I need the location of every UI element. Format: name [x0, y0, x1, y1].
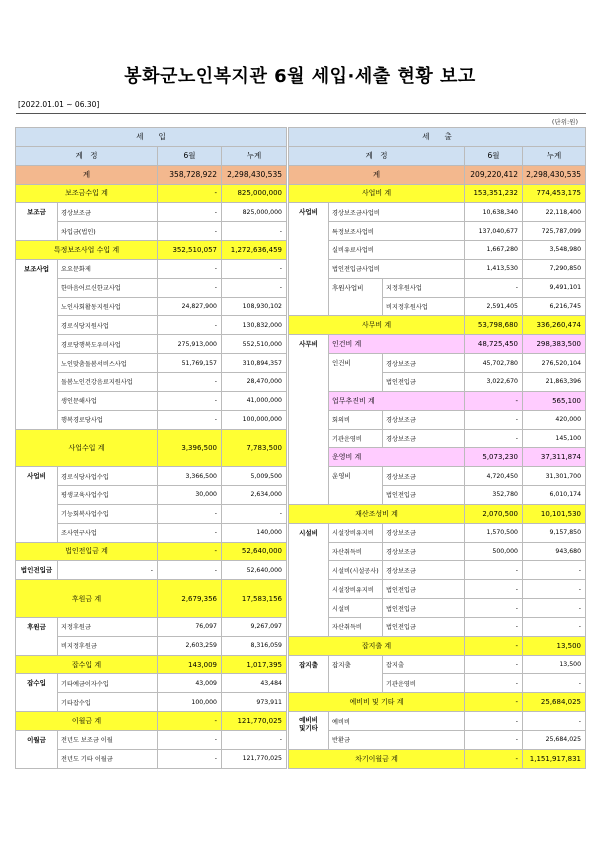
table-row	[289, 655, 586, 674]
cell-cum: 10,101,530	[523, 504, 586, 523]
cell-item: 차입금(법인)	[58, 222, 158, 241]
cell-month: 3,396,500	[158, 429, 222, 467]
expense-table	[288, 127, 586, 769]
cell-cum: 41,000,000	[222, 391, 287, 410]
cell-item: 전년도 보조금 이월	[58, 731, 158, 750]
cell-month: -	[158, 410, 222, 429]
cell-cum: 310,894,357	[222, 354, 287, 373]
cell-month: 43,009	[158, 674, 222, 693]
cell-month: 2,070,500	[465, 504, 523, 523]
cell-cum: 6,216,745	[523, 297, 586, 316]
table-row	[289, 749, 586, 768]
cell-month: -	[158, 278, 222, 297]
cell-item: 노인맞춤돌봄서비스사업	[58, 354, 158, 373]
cell-cum: -	[523, 561, 586, 580]
cell-cum: -	[523, 580, 586, 599]
cell-cum: 121,770,025	[222, 712, 287, 731]
cell-month: 5,073,230	[465, 448, 523, 467]
cell-cum: 2,634,000	[222, 486, 287, 505]
cell-month: -	[465, 429, 523, 448]
cell-month: 3,366,500	[158, 467, 222, 486]
cell-month: 3,022,670	[465, 372, 523, 391]
cell-sub: 기관운영비	[329, 429, 383, 448]
table-row	[289, 542, 586, 561]
table-row	[16, 184, 287, 203]
cell-cum: 121,770,025	[222, 749, 287, 768]
subtotal-label: 차기이월금 계	[289, 749, 465, 768]
table-row	[16, 617, 287, 636]
table-row	[289, 259, 586, 278]
cell-sub: 인건비	[329, 354, 383, 392]
cell-cum: 7,783,500	[222, 429, 287, 467]
cell-cum: 100,000,000	[222, 410, 287, 429]
cell-item: 비지정후원사업	[383, 297, 465, 316]
cell-item: -	[58, 561, 158, 580]
table-row	[16, 731, 287, 750]
table-row	[289, 203, 586, 222]
table-row	[289, 693, 586, 712]
cell-month: -	[158, 184, 222, 203]
cell-sub: 반환금	[329, 731, 465, 750]
cell-item: 법인전입금	[383, 617, 465, 636]
cell-cum: 21,863,396	[523, 372, 586, 391]
cell-sub: 법인전입금사업비	[329, 259, 465, 278]
subtotal-label: 사업비 계	[289, 184, 465, 203]
report-period: [2022.01.01 ~ 06.30]	[18, 100, 100, 109]
cell-month: 45,702,780	[465, 354, 523, 373]
category-cell: 법인전입금	[16, 561, 58, 580]
cell-sub: 자산취득비	[329, 617, 383, 636]
cell-sub: 실비유료사업비	[329, 241, 465, 260]
expense-header: 세 출	[289, 128, 586, 147]
cell-cum: 1,151,917,831	[523, 749, 586, 768]
cell-month: -	[465, 599, 523, 618]
cell-item: 경상보조금	[383, 410, 465, 429]
income-total-cum: 2,298,430,535	[222, 165, 287, 184]
cell-month: -	[158, 749, 222, 768]
cell-cum: 28,470,000	[222, 372, 287, 391]
category-cell: 사무비	[289, 335, 329, 505]
subtotal-label: 사업수입 계	[16, 429, 158, 467]
cell-sub: 후원사업비	[329, 278, 383, 316]
table-row	[289, 636, 586, 655]
cell-item: 비지정후원금	[58, 636, 158, 655]
expense-total-cum: 2,298,430,535	[523, 165, 586, 184]
cell-month: -	[465, 391, 523, 410]
table-row	[289, 617, 586, 636]
cell-item: 전년도 기타 이월금	[58, 749, 158, 768]
category-cell: 보조금	[16, 203, 58, 241]
cell-item: 돌봄노인건강음료지원사업	[58, 372, 158, 391]
table-row	[289, 222, 586, 241]
cell-cum: 145,100	[523, 429, 586, 448]
cell-cum: 108,930,102	[222, 297, 287, 316]
cell-month: -	[158, 391, 222, 410]
table-row	[16, 241, 287, 260]
cell-sub: 회의비	[329, 410, 383, 429]
table-row	[289, 561, 586, 580]
cell-cum: 140,000	[222, 523, 287, 542]
cell-month: -	[465, 278, 523, 297]
cell-cum: 13,500	[523, 655, 586, 674]
cell-sub: 특정보조사업비	[329, 222, 465, 241]
cell-month: 53,798,680	[465, 316, 523, 335]
cell-month: 137,040,677	[465, 222, 523, 241]
cell-item: 경상보조금	[58, 203, 158, 222]
cell-month: -	[465, 561, 523, 580]
cell-cum: 7,290,850	[523, 259, 586, 278]
cell-month: -	[465, 731, 523, 750]
cell-item: 경로당행복도우미사업	[58, 335, 158, 354]
cell-sub: 잡지출	[329, 655, 383, 693]
cell-month: -	[465, 580, 523, 599]
cell-month: -	[158, 561, 222, 580]
cell-item: 요요문화제	[58, 259, 158, 278]
category-cell: 시설비	[289, 523, 329, 636]
cell-month: -	[465, 636, 523, 655]
cell-item: 경로식당지원사업	[58, 316, 158, 335]
table-row	[16, 561, 287, 580]
income-col-month: 6월	[158, 146, 222, 165]
table-row	[16, 580, 287, 618]
cell-cum: -	[222, 278, 287, 297]
income-col-cum: 누계	[222, 146, 287, 165]
cell-month: -	[158, 259, 222, 278]
page-title: 봉화군노인복지관 6월 세입·세출 현황 보고	[124, 66, 476, 87]
cell-cum: 13,500	[523, 636, 586, 655]
cell-item: 법인전입금	[383, 599, 465, 618]
cell-cum: 8,316,059	[222, 636, 287, 655]
cell-month: -	[465, 617, 523, 636]
cell-item: 조사연구사업	[58, 523, 158, 542]
cell-month: 275,913,000	[158, 335, 222, 354]
cell-cum: 552,510,000	[222, 335, 287, 354]
cell-cum: -	[222, 504, 287, 523]
table-row	[289, 316, 586, 335]
cell-cum: -	[222, 259, 287, 278]
cell-cum: 25,684,025	[523, 693, 586, 712]
cell-cum: 17,583,156	[222, 580, 287, 618]
cell-cum: 52,640,000	[222, 561, 287, 580]
cell-item: 기타예금이자수입	[58, 674, 158, 693]
cell-item: 경상보조금	[383, 542, 465, 561]
table-row	[16, 429, 287, 467]
table-row	[289, 354, 586, 373]
cell-month: 4,720,450	[465, 467, 523, 486]
table-row	[289, 429, 586, 448]
cell-cum: 31,301,700	[523, 467, 586, 486]
cell-month: -	[465, 674, 523, 693]
category-cell: 사업비	[16, 467, 58, 542]
income-total-month: 358,728,922	[158, 165, 222, 184]
subtotal-label: 이월금 계	[16, 712, 158, 731]
cell-item: 노인사회활동지원사업	[58, 297, 158, 316]
table-row	[289, 467, 586, 486]
cell-item: 지정후원금	[58, 617, 158, 636]
table-row	[289, 391, 586, 410]
cell-month: 2,603,259	[158, 636, 222, 655]
cell-cum: 276,520,104	[523, 354, 586, 373]
table-row	[289, 580, 586, 599]
cell-month: -	[158, 712, 222, 731]
category-cell: 잡지출	[289, 655, 329, 693]
cell-month: -	[465, 749, 523, 768]
cell-month: -	[158, 316, 222, 335]
subtotal-label: 법인전입금 계	[16, 542, 158, 561]
table-row	[16, 542, 287, 561]
cell-month: 2,679,356	[158, 580, 222, 618]
cell-month: 24,827,900	[158, 297, 222, 316]
cell-sub: 시설장비유지비	[329, 580, 383, 599]
income-col-account: 계 정	[16, 146, 158, 165]
cell-month: -	[158, 523, 222, 542]
table-row	[289, 523, 586, 542]
cell-item: 한마음어르신한교사업	[58, 278, 158, 297]
cell-month: -	[158, 203, 222, 222]
cell-month: 1,667,280	[465, 241, 523, 260]
cell-cum: 22,118,400	[523, 203, 586, 222]
cell-month: 10,638,340	[465, 203, 523, 222]
cell-sub: 운영비	[329, 467, 383, 505]
cell-cum: 825,000,000	[222, 203, 287, 222]
cell-sub: 자산취득비	[329, 542, 383, 561]
cell-item: 경상보조금	[383, 467, 465, 486]
table-row	[289, 241, 586, 260]
cell-item: 법인전입금	[383, 486, 465, 505]
table-row	[16, 203, 287, 222]
cell-item: 기관운영비	[383, 674, 465, 693]
cell-item: 경상보조금	[383, 561, 465, 580]
cell-month: 76,097	[158, 617, 222, 636]
cell-cum: 420,000	[523, 410, 586, 429]
cell-month: -	[465, 693, 523, 712]
cell-cum: 3,548,980	[523, 241, 586, 260]
cell-month: -	[158, 504, 222, 523]
cell-sub: 경상보조금사업비	[329, 203, 465, 222]
expense-col-month: 6월	[465, 146, 523, 165]
cell-cum: 37,311,874	[523, 448, 586, 467]
table-row	[289, 184, 586, 203]
cell-month: 1,413,530	[465, 259, 523, 278]
table-row	[289, 278, 586, 297]
cell-month: -	[465, 712, 523, 731]
subtotal-label: 특정보조사업 수입 계	[16, 241, 158, 260]
subtotal-label: 보조금수입 계	[16, 184, 158, 203]
cell-item: 경상보조금	[383, 429, 465, 448]
category-cell: 잡수입	[16, 674, 58, 712]
table-row	[16, 259, 287, 278]
table-row	[16, 712, 287, 731]
cell-cum: 6,010,174	[523, 486, 586, 505]
cell-cum: 130,832,000	[222, 316, 287, 335]
cell-cum: 9,157,850	[523, 523, 586, 542]
cell-cum: 1,272,636,459	[222, 241, 287, 260]
category-cell: 사업비	[289, 203, 329, 316]
expense-col-cum: 누계	[523, 146, 586, 165]
table-row	[16, 467, 287, 486]
unit-label: (단위:원)	[551, 118, 578, 126]
table-row	[289, 712, 586, 731]
subtotal-label: 재산조성비 계	[289, 504, 465, 523]
cell-cum: 298,383,500	[523, 335, 586, 354]
cell-month: 352,780	[465, 486, 523, 505]
table-row	[289, 599, 586, 618]
table-row	[16, 674, 287, 693]
cell-month: 500,000	[465, 542, 523, 561]
cell-month: -	[158, 222, 222, 241]
cell-sub: 예비비	[329, 712, 465, 731]
cell-cum: 1,017,395	[222, 655, 287, 674]
cell-item: 경로식당사업수입	[58, 467, 158, 486]
cell-cum: -	[523, 617, 586, 636]
income-total-label: 계	[16, 165, 158, 184]
table-row	[289, 448, 586, 467]
cell-cum: 825,000,000	[222, 184, 287, 203]
subtotal-label: 사무비 계	[289, 316, 465, 335]
cell-month: -	[465, 655, 523, 674]
subtotal-label: 인건비 계	[329, 335, 465, 354]
cell-month: 153,351,232	[465, 184, 523, 203]
cell-cum: -	[222, 731, 287, 750]
cell-cum: 565,100	[523, 391, 586, 410]
cell-item: 지정후원사업	[383, 278, 465, 297]
category-cell: 후원금	[16, 617, 58, 655]
cell-cum: 9,491,101	[523, 278, 586, 297]
cell-month: 51,769,157	[158, 354, 222, 373]
cell-item: 평생교육사업수입	[58, 486, 158, 505]
cell-cum: -	[222, 222, 287, 241]
cell-cum: 25,684,025	[523, 731, 586, 750]
table-row	[289, 410, 586, 429]
expense-total-label: 계	[289, 165, 465, 184]
table-row	[289, 731, 586, 750]
cell-cum: -	[523, 599, 586, 618]
subtotal-label: 잡지출 계	[289, 636, 465, 655]
category-cell: 예비비 및기타	[289, 712, 329, 750]
cell-cum: -	[523, 712, 586, 731]
subtotal-label: 업무추진비 계	[329, 391, 465, 410]
table-row	[289, 504, 586, 523]
table-row	[16, 655, 287, 674]
cell-cum: 5,009,500	[222, 467, 287, 486]
cell-month: 352,510,057	[158, 241, 222, 260]
cell-month: 48,725,450	[465, 335, 523, 354]
income-header: 세 입	[16, 128, 287, 147]
cell-month: -	[158, 542, 222, 561]
cell-sub: 시설장비유지비	[329, 523, 383, 542]
subtotal-label: 후원금 계	[16, 580, 158, 618]
subtotal-label: 잡수입 계	[16, 655, 158, 674]
cell-item: 경상보조금	[383, 354, 465, 373]
cell-item: 생인문해사업	[58, 391, 158, 410]
table-row	[289, 335, 586, 354]
cell-month: 143,009	[158, 655, 222, 674]
cell-month: -	[158, 372, 222, 391]
category-cell: 보조사업	[16, 259, 58, 429]
cell-item: 법인전입금	[383, 580, 465, 599]
expense-col-account: 계 정	[289, 146, 465, 165]
cell-cum: 943,680	[523, 542, 586, 561]
divider	[16, 113, 586, 114]
cell-sub: 시설비(시설공사)	[329, 561, 383, 580]
category-cell: 이월금	[16, 731, 58, 769]
cell-cum: 336,260,474	[523, 316, 586, 335]
cell-item: 기능회복사업수입	[58, 504, 158, 523]
cell-month: -	[465, 410, 523, 429]
cell-cum: -	[523, 674, 586, 693]
cell-cum: 774,453,175	[523, 184, 586, 203]
cell-month: 2,591,405	[465, 297, 523, 316]
cell-cum: 9,267,097	[222, 617, 287, 636]
cell-month: 30,000	[158, 486, 222, 505]
cell-item: 행복경로당사업	[58, 410, 158, 429]
income-table	[15, 127, 287, 769]
cell-item: 법인전입금	[383, 372, 465, 391]
cell-item: 경상보조금	[383, 523, 465, 542]
cell-cum: 43,484	[222, 674, 287, 693]
cell-month: -	[158, 731, 222, 750]
subtotal-label: 예비비 및 기타 계	[289, 693, 465, 712]
cell-item: 기타잡수입	[58, 693, 158, 712]
cell-cum: 973,911	[222, 693, 287, 712]
cell-cum: 52,640,000	[222, 542, 287, 561]
cell-month: 1,570,500	[465, 523, 523, 542]
expense-total-month: 209,220,412	[465, 165, 523, 184]
subtotal-label: 운영비 계	[329, 448, 465, 467]
cell-cum: 725,787,099	[523, 222, 586, 241]
cell-sub: 시설비	[329, 599, 383, 618]
cell-item: 잡지출	[383, 655, 465, 674]
cell-month: 100,000	[158, 693, 222, 712]
